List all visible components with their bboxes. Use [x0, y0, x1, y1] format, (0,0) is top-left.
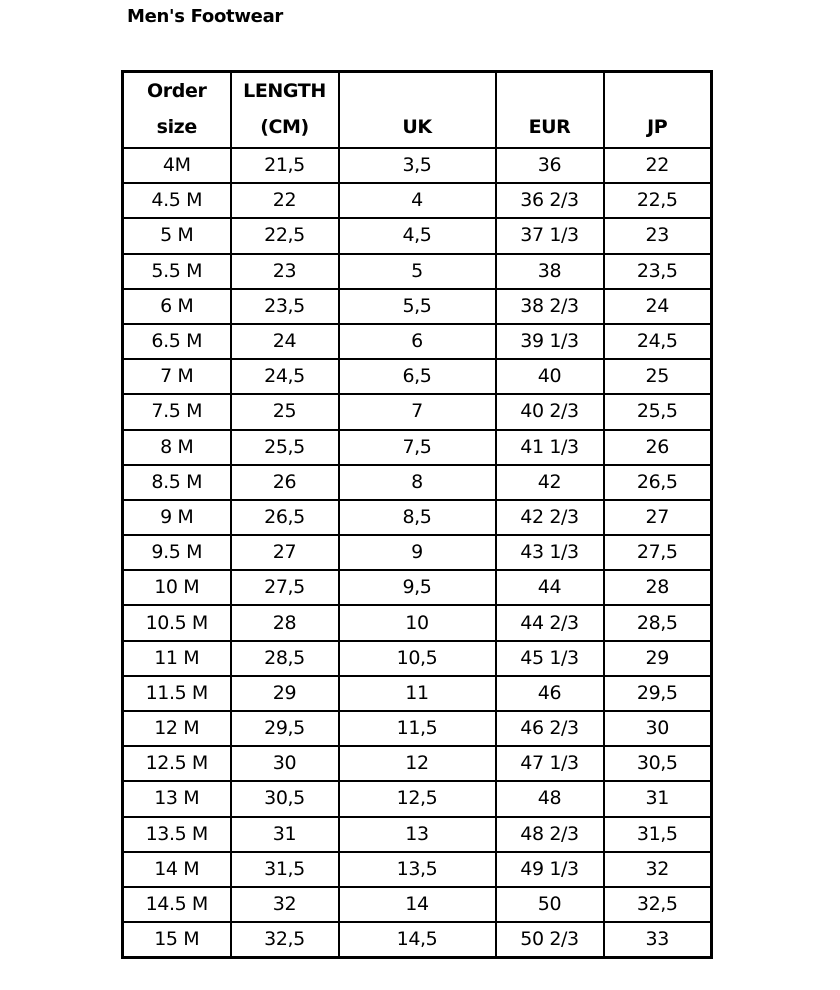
cell-order-size: 6.5 M [123, 324, 231, 359]
cell-eur: 48 [496, 781, 604, 816]
cell-uk: 8,5 [339, 500, 496, 535]
cell-uk: 3,5 [339, 148, 496, 183]
table-row [123, 394, 712, 429]
cell-eur: 40 2/3 [496, 394, 604, 429]
table-row [123, 746, 712, 781]
header-length-line1: LENGTH [243, 80, 326, 102]
table-row [123, 535, 712, 570]
table-row [123, 324, 712, 359]
cell-eur: 36 [496, 148, 604, 183]
cell-jp: 31,5 [604, 817, 712, 852]
cell-jp: 27 [604, 500, 712, 535]
table-row [123, 430, 712, 465]
cell-eur: 50 [496, 887, 604, 922]
cell-eur: 43 1/3 [496, 535, 604, 570]
cell-order-size: 14.5 M [123, 887, 231, 922]
header-order-size-line2: size [156, 116, 197, 138]
cell-order-size: 8 M [123, 430, 231, 465]
header-jp: JP [604, 72, 712, 149]
cell-length-cm: 26 [231, 465, 339, 500]
cell-jp: 27,5 [604, 535, 712, 570]
header-order-size [123, 72, 231, 149]
cell-uk: 12,5 [339, 781, 496, 816]
cell-uk: 5 [339, 254, 496, 289]
cell-order-size: 6 M [123, 289, 231, 324]
cell-eur: 45 1/3 [496, 641, 604, 676]
cell-order-size: 15 M [123, 922, 231, 958]
cell-order-size: 9.5 M [123, 535, 231, 570]
cell-eur: 48 2/3 [496, 817, 604, 852]
table-row [123, 254, 712, 289]
table-row [123, 148, 712, 183]
cell-length-cm: 24 [231, 324, 339, 359]
cell-order-size: 12.5 M [123, 746, 231, 781]
cell-eur: 38 2/3 [496, 289, 604, 324]
cell-eur: 50 2/3 [496, 922, 604, 958]
table-row [123, 605, 712, 640]
cell-uk: 5,5 [339, 289, 496, 324]
cell-order-size: 4M [123, 148, 231, 183]
cell-order-size: 9 M [123, 500, 231, 535]
cell-uk: 6 [339, 324, 496, 359]
cell-eur: 49 1/3 [496, 852, 604, 887]
cell-length-cm: 22,5 [231, 218, 339, 253]
cell-uk: 4 [339, 183, 496, 218]
cell-order-size: 14 M [123, 852, 231, 887]
header-order-size-line1: Order [147, 80, 207, 102]
cell-length-cm: 27 [231, 535, 339, 570]
cell-uk: 9,5 [339, 570, 496, 605]
table-row [123, 570, 712, 605]
cell-eur: 37 1/3 [496, 218, 604, 253]
cell-length-cm: 28 [231, 605, 339, 640]
table-row [123, 218, 712, 253]
header-length-line2: (CM) [260, 116, 309, 138]
cell-eur: 42 2/3 [496, 500, 604, 535]
cell-jp: 22,5 [604, 183, 712, 218]
cell-eur: 38 [496, 254, 604, 289]
cell-uk: 10,5 [339, 641, 496, 676]
table-header-row [123, 72, 712, 149]
cell-jp: 32 [604, 852, 712, 887]
cell-uk: 14,5 [339, 922, 496, 958]
cell-length-cm: 31 [231, 817, 339, 852]
size-chart-body [123, 72, 712, 958]
cell-jp: 23,5 [604, 254, 712, 289]
cell-uk: 10 [339, 605, 496, 640]
cell-uk: 11,5 [339, 711, 496, 746]
cell-order-size: 7 M [123, 359, 231, 394]
table-row [123, 887, 712, 922]
cell-eur: 36 2/3 [496, 183, 604, 218]
cell-jp: 32,5 [604, 887, 712, 922]
table-row [123, 922, 712, 958]
cell-uk: 13 [339, 817, 496, 852]
cell-uk: 8 [339, 465, 496, 500]
cell-length-cm: 29,5 [231, 711, 339, 746]
cell-order-size: 10.5 M [123, 605, 231, 640]
cell-length-cm: 31,5 [231, 852, 339, 887]
cell-uk: 7,5 [339, 430, 496, 465]
table-row [123, 676, 712, 711]
cell-jp: 25 [604, 359, 712, 394]
cell-uk: 13,5 [339, 852, 496, 887]
cell-length-cm: 32 [231, 887, 339, 922]
cell-uk: 9 [339, 535, 496, 570]
table-row [123, 781, 712, 816]
cell-order-size: 4.5 M [123, 183, 231, 218]
cell-uk: 6,5 [339, 359, 496, 394]
size-chart-table [121, 70, 713, 959]
page-title: Men's Footwear [127, 6, 283, 27]
cell-order-size: 11.5 M [123, 676, 231, 711]
header-eur: EUR [496, 72, 604, 149]
cell-jp: 33 [604, 922, 712, 958]
cell-length-cm: 24,5 [231, 359, 339, 394]
cell-eur: 44 2/3 [496, 605, 604, 640]
cell-length-cm: 21,5 [231, 148, 339, 183]
header-uk: UK [339, 72, 496, 149]
cell-length-cm: 30 [231, 746, 339, 781]
cell-jp: 25,5 [604, 394, 712, 429]
cell-jp: 22 [604, 148, 712, 183]
table-row [123, 711, 712, 746]
cell-uk: 11 [339, 676, 496, 711]
cell-order-size: 8.5 M [123, 465, 231, 500]
cell-order-size: 7.5 M [123, 394, 231, 429]
cell-length-cm: 27,5 [231, 570, 339, 605]
cell-eur: 42 [496, 465, 604, 500]
cell-eur: 46 [496, 676, 604, 711]
cell-uk: 12 [339, 746, 496, 781]
cell-length-cm: 23,5 [231, 289, 339, 324]
cell-length-cm: 28,5 [231, 641, 339, 676]
cell-jp: 24 [604, 289, 712, 324]
cell-jp: 31 [604, 781, 712, 816]
table-row [123, 852, 712, 887]
cell-length-cm: 25,5 [231, 430, 339, 465]
cell-jp: 30,5 [604, 746, 712, 781]
cell-jp: 23 [604, 218, 712, 253]
cell-length-cm: 23 [231, 254, 339, 289]
cell-length-cm: 22 [231, 183, 339, 218]
cell-length-cm: 30,5 [231, 781, 339, 816]
cell-order-size: 11 M [123, 641, 231, 676]
cell-order-size: 13 M [123, 781, 231, 816]
table-row [123, 500, 712, 535]
cell-uk: 7 [339, 394, 496, 429]
cell-order-size: 12 M [123, 711, 231, 746]
table-row [123, 641, 712, 676]
cell-jp: 29 [604, 641, 712, 676]
table-row [123, 465, 712, 500]
cell-order-size: 5 M [123, 218, 231, 253]
cell-eur: 47 1/3 [496, 746, 604, 781]
table-row [123, 183, 712, 218]
cell-jp: 28,5 [604, 605, 712, 640]
cell-order-size: 5.5 M [123, 254, 231, 289]
header-length [231, 72, 339, 149]
cell-length-cm: 32,5 [231, 922, 339, 958]
cell-eur: 46 2/3 [496, 711, 604, 746]
cell-length-cm: 25 [231, 394, 339, 429]
cell-jp: 30 [604, 711, 712, 746]
cell-order-size: 13.5 M [123, 817, 231, 852]
cell-jp: 26,5 [604, 465, 712, 500]
cell-jp: 24,5 [604, 324, 712, 359]
cell-length-cm: 26,5 [231, 500, 339, 535]
table-row [123, 289, 712, 324]
cell-jp: 26 [604, 430, 712, 465]
cell-eur: 39 1/3 [496, 324, 604, 359]
cell-length-cm: 29 [231, 676, 339, 711]
cell-eur: 41 1/3 [496, 430, 604, 465]
table-row [123, 817, 712, 852]
table-row [123, 359, 712, 394]
cell-jp: 28 [604, 570, 712, 605]
cell-uk: 4,5 [339, 218, 496, 253]
cell-order-size: 10 M [123, 570, 231, 605]
cell-jp: 29,5 [604, 676, 712, 711]
cell-uk: 14 [339, 887, 496, 922]
cell-eur: 40 [496, 359, 604, 394]
cell-eur: 44 [496, 570, 604, 605]
